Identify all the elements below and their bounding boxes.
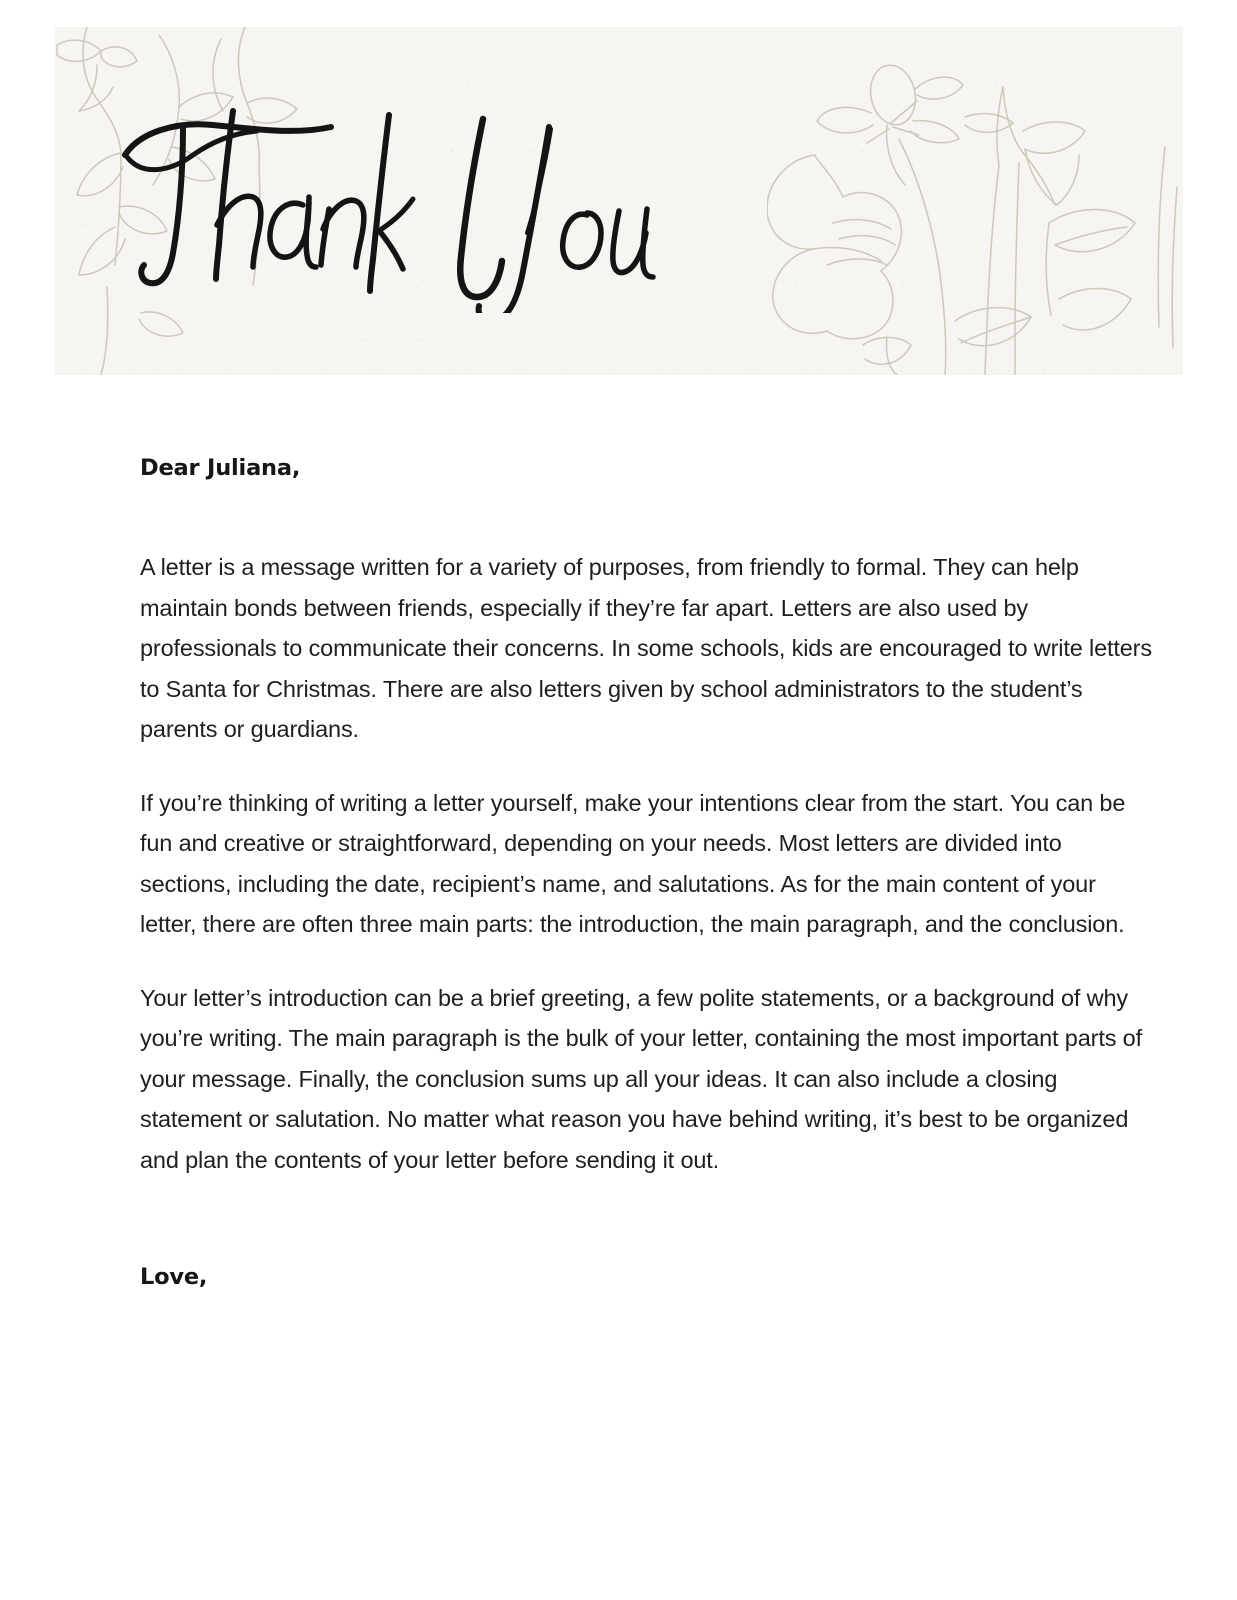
closing-salutation: Love, — [140, 1264, 208, 1290]
letter-body — [140, 455, 1152, 1290]
header-banner — [55, 27, 1183, 375]
letter-paragraph-1: A letter is a message written for a variety of purposes, from friendly to formal. They can help maintain bonds between friends, especially if they’re far apart. Letters are also used by professionals to communicate their concerns. In some schools, kids are encouraged to write letters to Santa for Christmas. There are also letters given by school administrators to the student’s parents or guardians. — [140, 554, 1152, 742]
salutation: Dear Juliana, — [140, 455, 301, 481]
letter-paragraph-3: Your letter’s introduction can be a brief greeting, a few polite statements, or a background of why you’re writing. The main paragraph is the bulk of your letter, containing the most important parts of your message. Finally, the conclusion sums up all your ideas. It can also include a closing statement or salutation. No matter what reason you have behind writing, it’s best to be organized and plan the contents of your letter before sending it out. — [140, 984, 1142, 1173]
letter-paragraph-2: If you’re thinking of writing a letter yourself, make your intentions clear from the start. You can be fun and creative or straightforward, depending on your needs. Most letters are divided into sections, including the date, recipient’s name, and salutations. As for the main content of your letter, there are often three main parts: the introduction, the main paragraph, and the conclusion. — [140, 789, 1126, 937]
floral-line-art-right-icon — [767, 27, 1183, 375]
page-title-script — [117, 93, 757, 313]
